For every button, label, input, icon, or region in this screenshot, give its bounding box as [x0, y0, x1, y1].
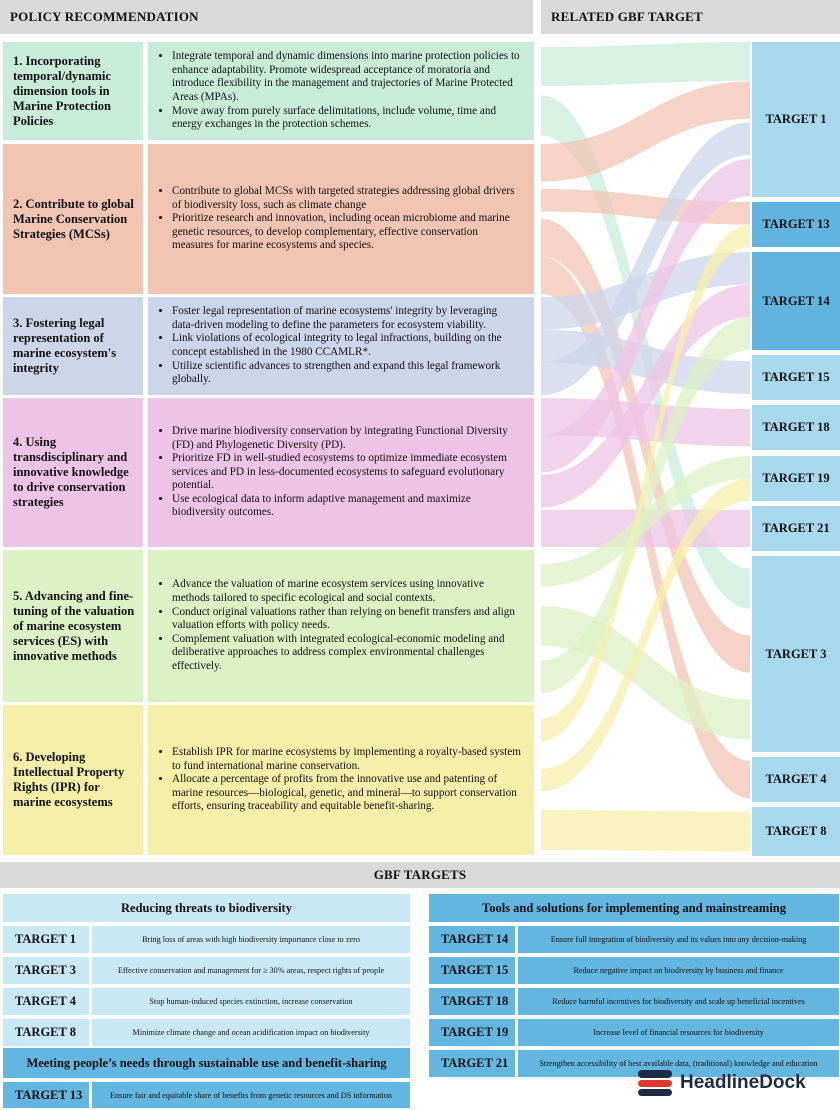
tools-row-label: TARGET 18	[429, 988, 515, 1015]
policy-description	[148, 144, 534, 294]
logo	[638, 1066, 838, 1100]
target-box: TARGET 1	[752, 42, 840, 197]
flow-diagram	[541, 42, 750, 856]
reducing-row-label: TARGET 3	[3, 957, 89, 984]
reducing-row-description: Bring loss of areas with high biodiversity importance close to zero	[92, 926, 410, 953]
policy-bullet: • Establish IPR for marine ecosystems by implementing a royalty-based system to fund international marine conservation.	[172, 746, 522, 773]
flow-ribbon	[541, 810, 750, 852]
policy-bullet: • Complement valuation with integrated ecological-economic modeling and deliberative approaches to address complex environmental challenges effectively.	[172, 633, 522, 674]
policy-description	[148, 398, 534, 547]
meeting-needs-title: Meeting people’s needs through sustainable use and benefit-sharing	[3, 1048, 410, 1078]
target-box: TARGET 21	[752, 506, 840, 551]
policy-bullet: • Use ecological data to inform adaptive management and maximize biodiversity outcomes.	[172, 493, 522, 520]
policy-bullet: • Conduct original valuations rather than relying on benefit transfers and align valuation efforts with policy needs.	[172, 606, 522, 633]
policy-title: 5. Advancing and fine-tuning of the valuation of marine ecosystem services (ES) with innovative methods	[3, 550, 143, 702]
policy-title: 2. Contribute to global Marine Conservation Strategies (MCSs)	[3, 144, 143, 294]
policy-bullets	[158, 578, 522, 673]
policy-title: 6. Developing Intellectual Property Rights (IPR) for marine ecosystems	[3, 705, 143, 855]
target-box: TARGET 15	[752, 355, 840, 400]
tools-row-label: TARGET 15	[429, 957, 515, 984]
policy-bullet: • Contribute to global MCSs with targeted strategies addressing global drivers of biodiversity loss, such as climate change	[172, 185, 522, 212]
gbf-header: GBF TARGETS	[0, 862, 840, 888]
policy-title: 4. Using transdisciplinary and innovative knowledge to drive conservation strategies	[3, 398, 143, 547]
related-target-header: RELATED GBF TARGET	[541, 0, 840, 34]
policy-description	[148, 297, 534, 395]
logo-text: HeadlineDock	[680, 1072, 806, 1093]
tools-row-label: TARGET 19	[429, 1019, 515, 1046]
policy-description	[148, 42, 534, 140]
reducing-row-description: Minimize climate change and ocean acidification impact on biodiversity	[92, 1019, 410, 1046]
target-box: TARGET 3	[752, 556, 840, 752]
tools-row-description: Reduce negative impact on biodiversity by business and finance	[518, 957, 839, 984]
reducing-row-label: TARGET 4	[3, 988, 89, 1015]
policy-bullets	[158, 305, 522, 387]
policy-header: POLICY RECOMMENDATION	[0, 0, 533, 34]
tools-row-description: Ensure full integration of biodiversity and its values into any decision-making	[518, 926, 839, 953]
policy-bullets	[158, 746, 522, 814]
tools-row-description: Strengthen accessibility of best available data, (traditional) knowledge and education	[518, 1050, 839, 1077]
target-box: TARGET 8	[752, 807, 840, 856]
policy-bullet: • Allocate a percentage of profits from the innovative use and patenting of marine resources—biological, genetic, and mineral—to support conservation efforts, ensuring traceability and equitable benefit-sharing.	[172, 773, 522, 814]
meeting-row-label: TARGET 13	[3, 1082, 89, 1108]
policy-bullet: • Prioritize FD in well-studied ecosystems to optimize immediate ecosystem services and PD in less-documented ecosystems to safeguard evolutionary potential.	[172, 452, 522, 493]
policy-title: 1. Incorporating temporal/dynamic dimension tools in Marine Protection Policies	[3, 42, 143, 140]
target-box: TARGET 18	[752, 405, 840, 450]
reducing-row-description: Stop human-induced species extinction, increase conservation	[92, 988, 410, 1015]
policy-bullet: • Prioritize research and innovation, including ocean microbiome and marine genetic resources, to develop complementary, effective conservation measures for marine ecosystems and species.	[172, 212, 522, 253]
reducing-row-label: TARGET 1	[3, 926, 89, 953]
policy-bullets	[158, 425, 522, 520]
policy-bullet: • Link violations of ecological integrity to legal infractions, building on the concept established in the 1980 CCAMLR*.	[172, 332, 522, 359]
flow-ribbon	[541, 42, 750, 86]
policy-bullets	[158, 50, 522, 132]
target-box: TARGET 19	[752, 456, 840, 501]
policy-bullet: • Utilize scientific advances to strengthen and expand this legal framework globally.	[172, 360, 522, 387]
tools-row-description: Reduce harmful incentives for biodiversity and scale up beneficial incentives	[518, 988, 839, 1015]
reducing-row-label: TARGET 8	[3, 1019, 89, 1046]
tools-row-label: TARGET 14	[429, 926, 515, 953]
target-box: TARGET 14	[752, 252, 840, 350]
policy-title: 3. Fostering legal representation of marine ecosystem's integrity	[3, 297, 143, 395]
tools-row-description: Increase level of financial resources for biodiversity	[518, 1019, 839, 1046]
target-box: TARGET 13	[752, 202, 840, 247]
policy-bullet: • Advance the valuation of marine ecosystem services using innovative methods tailored to specific ecological and social contexts.	[172, 578, 522, 605]
policy-bullets	[158, 185, 522, 253]
policy-bullet: • Integrate temporal and dynamic dimensions into marine protection policies to enhance adaptability. Promote widespread acceptance of moratoria and introduce flexibility in the management and trajectories of Marine Protected Areas (MPAs).	[172, 50, 522, 104]
policy-bullet: • Move away from purely surface delimitations, include volume, time and energy exchanges in the protection schemes.	[172, 105, 522, 132]
policy-bullet: • Drive marine biodiversity conservation by integrating Functional Diversity (FD) and Phylogenetic Diversity (PD).	[172, 425, 522, 452]
reducing-row-description: Effective conservation and management for ≥ 30% areas, respect rights of people	[92, 957, 410, 984]
logo-icon	[638, 1070, 672, 1096]
tools-solutions-title: Tools and solutions for implementing and mainstreaming	[429, 894, 839, 922]
target-box: TARGET 4	[752, 757, 840, 802]
tools-row-label: TARGET 21	[429, 1050, 515, 1077]
reducing-threats-title: Reducing threats to biodiversity	[3, 894, 410, 922]
policy-description	[148, 550, 534, 702]
policy-bullet: • Foster legal representation of marine ecosystems' integrity by leveraging data-driven modeling to define the parameters for ecosystem viability.	[172, 305, 522, 332]
policy-description	[148, 705, 534, 855]
meeting-row-description: Ensure fair and equitable share of benefits from genetic resources and DS information	[92, 1082, 410, 1108]
